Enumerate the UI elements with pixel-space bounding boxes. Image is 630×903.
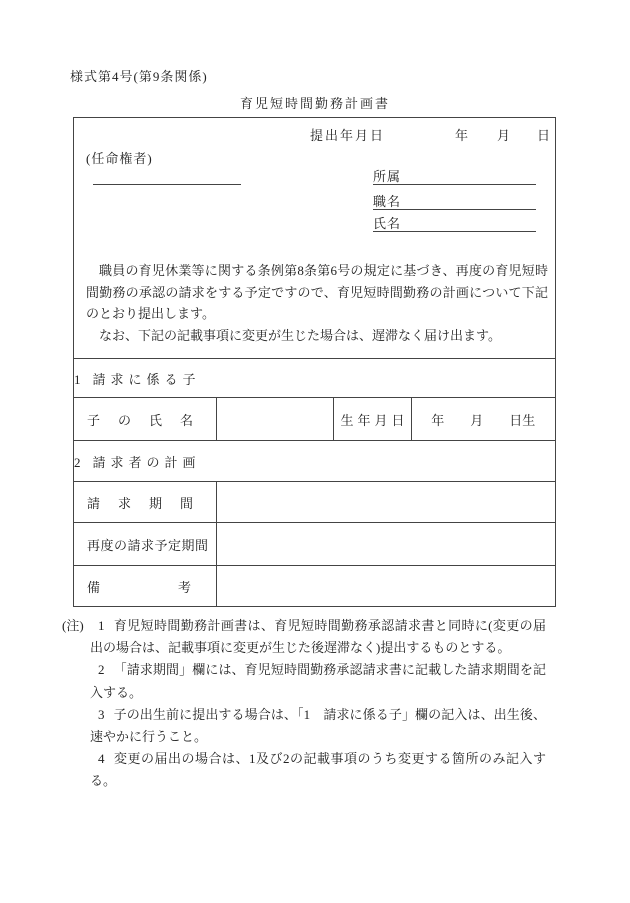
note-1-text: 育児短時間勤務計画書は、育児短時間勤務承認請求書と同時に(変更の届出の場合は、記載事項に変更が生じた後遅滞なく)提出するものとする。 [90, 618, 546, 656]
section-2-row [74, 441, 555, 482]
plan-table [74, 358, 555, 606]
child-row [74, 398, 555, 441]
re-request-period-label: 再度の請求予定期間 [87, 537, 209, 553]
affiliation-label: 所属 [373, 169, 402, 184]
remarks-row [74, 566, 555, 607]
body-paragraph-2: なお、下記の記載事項に変更が生じた場合は、遅滞なく届け出ます。 [99, 327, 501, 343]
note-item-2 [90, 659, 546, 703]
page-title: 育児短時間勤務計画書 [239, 96, 390, 111]
section-1-header [74, 359, 555, 398]
note-3-text: 子の出生前に提出する場合は、「1 請求に係る子」欄の記入は、出生後、速やかに行うこと。 [90, 706, 546, 745]
note-1-number: 1 [98, 618, 105, 633]
request-period-label-cell [74, 482, 216, 523]
notes-label: (注) [62, 618, 84, 633]
section-1-title: 請求に係る子 [92, 371, 201, 387]
note-3-number: 3 [98, 706, 105, 722]
notes-section [62, 615, 554, 793]
month-label: 月 [497, 128, 511, 143]
submission-date-row [74, 125, 555, 145]
birth-date-label: 生年月日 [340, 412, 409, 428]
section-1-row [74, 359, 555, 398]
re-request-period-label-cell [74, 523, 216, 566]
note-item-4 [90, 748, 546, 792]
remarks-label: 備考 [87, 579, 270, 595]
form-box [73, 117, 556, 607]
birth-date-value: 年 月 日生 [431, 412, 536, 428]
note-item-1 [90, 615, 546, 659]
birth-date-value-cell [411, 398, 555, 441]
re-request-period-input-cell [216, 523, 555, 566]
note-item-3 [90, 704, 546, 748]
submission-date-label: 提出年月日 [310, 128, 386, 143]
body-text [86, 260, 548, 346]
child-name-label-cell [74, 398, 216, 441]
job-title-label: 職名 [373, 194, 402, 209]
form-number: 様式第4号(第9条関係) [70, 69, 208, 84]
body-paragraph-1: 職員の育児休業等に関する条例第8条第6号の規定に基づき、再度の育児短時間勤務の承認の請求をする予定ですので、育児短時間勤務の計画について下記のとおり提出します。 [86, 263, 548, 321]
section-2-title: 請求者の計画 [92, 454, 201, 470]
child-name-input-cell [216, 398, 333, 441]
section-2-number: 2 [74, 454, 81, 470]
request-period-label: 請求期間 [87, 495, 212, 511]
request-period-row [74, 482, 555, 523]
note-4-text: 変更の届出の場合は、1及び2の記載事項のうち変更する箇所のみ記入する。 [90, 751, 546, 789]
section-1-number: 1 [74, 371, 81, 387]
note-4-number: 4 [98, 751, 105, 767]
re-request-period-row [74, 523, 555, 566]
job-title-field [373, 191, 536, 210]
note-2-number: 2 [98, 662, 105, 678]
child-name-label: 子の氏名 [87, 412, 212, 428]
birth-date-label-cell [333, 398, 411, 441]
request-period-input-cell [216, 482, 555, 523]
name-field [373, 213, 536, 232]
affiliation-field [373, 166, 536, 185]
name-label: 氏名 [373, 216, 402, 231]
appointer-signature-line [93, 166, 241, 185]
day-label: 日 [537, 128, 551, 143]
remarks-label-cell [74, 566, 270, 607]
section-2-header [74, 441, 555, 482]
year-label: 年 [455, 128, 469, 143]
note-2-text: 「請求期間」欄には、育児短時間勤務承認請求書に記載した請求期間を記入する。 [90, 662, 546, 700]
note-items [90, 615, 546, 793]
appointer-label: (任命権者) [86, 151, 153, 166]
